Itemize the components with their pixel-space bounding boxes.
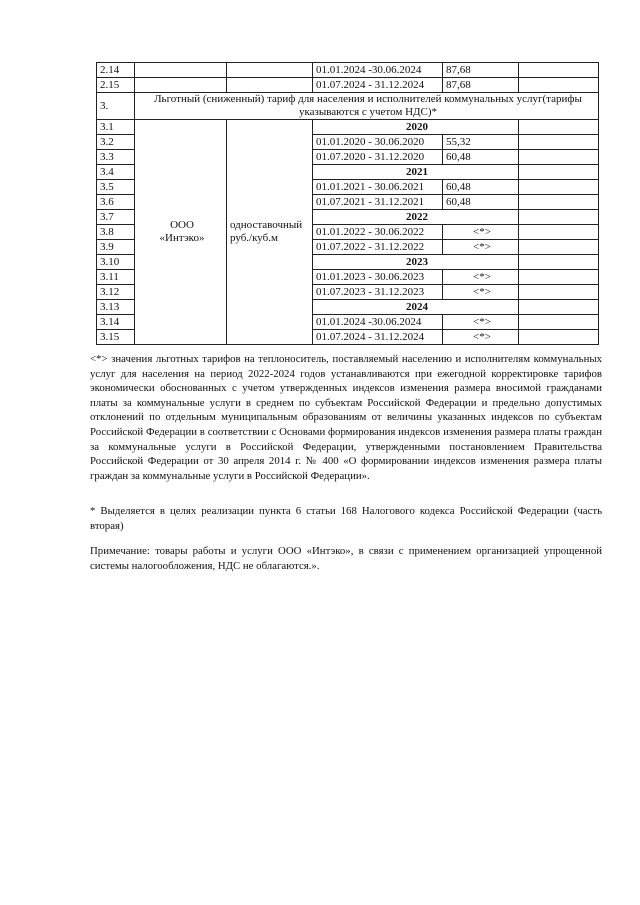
empty-cell [519, 63, 599, 78]
tariff-unit-cell [227, 120, 313, 345]
period-cell: 01.07.2024 - 31.12.2024 [313, 330, 443, 345]
empty-cell [519, 315, 599, 330]
value-cell: 60,48 [443, 195, 519, 210]
section-header-row [97, 93, 599, 120]
period-cell: 01.07.2020 - 31.12.2020 [313, 150, 443, 165]
row-number: 3.5 [97, 180, 135, 195]
empty-cell [519, 78, 599, 93]
remark-note [90, 544, 602, 573]
empty-cell [519, 225, 599, 240]
footnote-mark-cell: <*> [443, 330, 519, 345]
empty-cell [519, 210, 599, 225]
row-number: 2.14 [97, 63, 135, 78]
org-cell [135, 63, 227, 78]
period-cell: 01.01.2024 -30.06.2024 [313, 315, 443, 330]
row-number: 3.14 [97, 315, 135, 330]
period-cell: 01.01.2024 -30.06.2024 [313, 63, 443, 78]
row-number: 2.15 [97, 78, 135, 93]
tariff-table [96, 62, 599, 345]
period-cell: 01.01.2020 - 30.06.2020 [313, 135, 443, 150]
organization-type: ООО [170, 219, 194, 231]
footnote-mark-cell: <*> [443, 285, 519, 300]
year-cell: 2020 [313, 120, 519, 135]
vat-note [90, 504, 602, 533]
organization-name: «Интэко» [159, 232, 205, 244]
footnote-mark-cell: <*> [443, 270, 519, 285]
value-cell: 87,68 [443, 78, 519, 93]
period-cell: 01.01.2023 - 30.06.2023 [313, 270, 443, 285]
footnote-text: <*> значения льготных тарифов на теплоноситель, поставляемый населению и исполнителям коммунальных услуг для населения на период 2022-2024 годов устанавливаются при ежегодной корректировке тарифов экономически обоснованных с учетом утвержденных индексов изменения размера вносимой гражданами платы за коммунальные услуги в среднем по субъектам Российской Федерации и предельно допустимых отклонений по отдельным муниципальным образованиям от величины указанных индексов по субъектам Российской Федерации в соответствии с Основами формирования индексов изменения размера платы граждан за коммунальные услуги в Российской Федерации, утвержденными постановлением Правительства Российской Федерации от 30 апреля 2014 г. № 400 «О формировании индексов изменения размера платы граждан за коммунальные услуги в Российской Федерации». [90, 353, 602, 482]
value-cell: 60,48 [443, 180, 519, 195]
row-number: 3.4 [97, 165, 135, 180]
table-row [97, 120, 599, 135]
empty-cell [519, 135, 599, 150]
period-cell: 01.07.2023 - 31.12.2023 [313, 285, 443, 300]
row-number: 3.1 [97, 120, 135, 135]
footnote-mark-cell: <*> [443, 315, 519, 330]
empty-cell [519, 300, 599, 315]
period-cell: 01.01.2022 - 30.06.2022 [313, 225, 443, 240]
row-number: 3.6 [97, 195, 135, 210]
section-title: Льготный (сниженный) тариф для населения и исполнителей коммунальных услуг(тарифы указываются с учетом НДС)* [135, 93, 599, 120]
row-number: 3.7 [97, 210, 135, 225]
empty-cell [519, 180, 599, 195]
row-number: 3.9 [97, 240, 135, 255]
empty-cell [519, 270, 599, 285]
empty-cell [519, 150, 599, 165]
period-cell: 01.07.2024 - 31.12.2024 [313, 78, 443, 93]
tariff-unit: руб./куб.м [230, 232, 278, 244]
row-number: 3.8 [97, 225, 135, 240]
period-cell: 01.07.2021 - 31.12.2021 [313, 195, 443, 210]
row-number: 3.11 [97, 270, 135, 285]
table-row [97, 63, 599, 78]
remark-note-text: Примечание: товары работы и услуги ООО «Интэко», в связи с применением организацией упрощенной системы налогообложения, НДС не облагаются.». [90, 545, 602, 572]
year-cell: 2022 [313, 210, 519, 225]
row-number: 3.3 [97, 150, 135, 165]
empty-cell [519, 165, 599, 180]
empty-cell [519, 285, 599, 300]
org-cell [135, 78, 227, 93]
value-cell: 55,32 [443, 135, 519, 150]
tariff-type: одноставочный [230, 219, 303, 231]
year-cell: 2023 [313, 255, 519, 270]
period-cell: 01.01.2021 - 30.06.2021 [313, 180, 443, 195]
row-number: 3.10 [97, 255, 135, 270]
value-cell: 60,48 [443, 150, 519, 165]
empty-cell [519, 120, 599, 135]
empty-cell [519, 255, 599, 270]
table-row [97, 78, 599, 93]
footnote-mark-cell: <*> [443, 225, 519, 240]
organization-cell [135, 120, 227, 345]
empty-cell [519, 195, 599, 210]
row-number: 3.13 [97, 300, 135, 315]
vat-note-text: * Выделяется в целях реализации пункта 6 статьи 168 Налогового кодекса Российской Федерации (часть вторая) [90, 505, 602, 532]
row-number: 3.15 [97, 330, 135, 345]
unit-cell [227, 63, 313, 78]
year-cell: 2024 [313, 300, 519, 315]
row-number: 3.12 [97, 285, 135, 300]
footnote-mark-cell: <*> [443, 240, 519, 255]
unit-cell [227, 78, 313, 93]
empty-cell [519, 240, 599, 255]
period-cell: 01.07.2022 - 31.12.2022 [313, 240, 443, 255]
row-number: 3.2 [97, 135, 135, 150]
footnote-paragraph [90, 352, 602, 483]
empty-cell [519, 330, 599, 345]
value-cell: 87,68 [443, 63, 519, 78]
section-number: 3. [97, 93, 135, 120]
year-cell: 2021 [313, 165, 519, 180]
